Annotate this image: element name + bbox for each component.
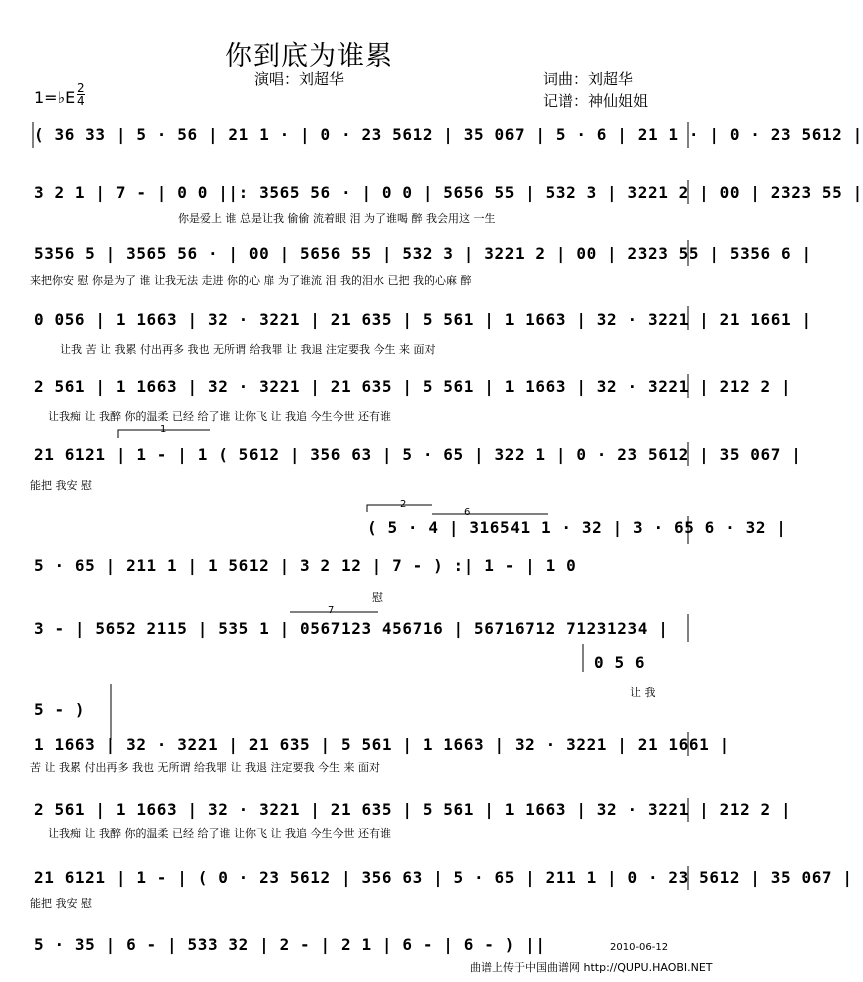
transcriber-credit: 记谱：神仙姐姐 — [543, 92, 649, 110]
lyric-line-4: 让我痴 让 我醉 你的温柔 已经 给了谁 让你飞 让 我追 今生今世 还有谁 — [48, 410, 391, 423]
tuplet-label-7: 7 — [328, 605, 335, 616]
music-line-8-lower: 0 5 6 — [594, 653, 646, 672]
music-line-7: 5 · 65 | 211 1 | 1 5612 | 3 2 12 | 7 - ) :| 1 - | 1 0 — [34, 556, 577, 575]
music-line-6: 21 6121 | 1 - | 1 ( 5612 | 356 63 | 5 · 65 | 322 1 | 0 · 23 5612 | 35 067 | — [34, 445, 802, 464]
music-line-3: 5356 5 | 3565 56 · | 00 | 5656 55 | 532 3 | 3221 2 | 00 | 2323 55 | 5356 6 | — [34, 244, 812, 263]
volta-label-2: 2 — [400, 499, 407, 510]
music-line-volta-2: ( 5 · 4 | 316541 1 · 32 | 3 · 65 6 · 32 | — [367, 518, 787, 537]
music-line-10: 1 1663 | 32 · 3221 | 21 635 | 5 561 | 1 1663 | 32 · 3221 | 21 1661 | — [34, 735, 730, 754]
lyric-line-7: 让 我 — [630, 686, 656, 699]
key-signature: 1=♭E — [34, 88, 76, 107]
lyric-line-9: 让我痴 让 我醉 你的温柔 已经 给了谁 让你飞 让 我追 今生今世 还有谁 — [48, 827, 391, 840]
music-line-4: 0 056 | 1 1663 | 32 · 3221 | 21 635 | 5 561 | 1 1663 | 32 · 3221 | 21 1661 | — [34, 310, 812, 329]
time-denominator: 4 — [77, 94, 85, 108]
music-line-5: 2 561 | 1 1663 | 32 · 3221 | 21 635 | 5 561 | 1 1663 | 32 · 3221 | 212 2 | — [34, 377, 792, 396]
lyric-line-3: 让我 苦 让 我累 付出再多 我也 无所谓 给我罪 让 我退 注定要我 今生 来 面对 — [60, 343, 436, 356]
music-line-9: 5 - ) — [34, 700, 86, 719]
tuplet-label-6: 6 — [464, 507, 471, 518]
lyric-line-1: 你是爱上 谁 总是让我 偷偷 流着眼 泪 为了谁喝 醉 我会用这 一生 — [178, 212, 496, 225]
lyric-line-5: 能把 我安 慰 — [30, 479, 92, 492]
music-line-8: 3 - | 5652 2115 | 535 1 | 0567123 456716 | 56716712 71231234 | — [34, 619, 669, 638]
lyric-line-10: 能把 我安 慰 — [30, 897, 92, 910]
time-signature — [77, 82, 85, 107]
lyric-line-8: 苦 让 我累 付出再多 我也 无所谓 给我罪 让 我退 注定要我 今生 来 面对 — [30, 761, 380, 774]
music-line-12: 21 6121 | 1 - | ( 0 · 23 5612 | 356 63 | 5 · 65 | 211 1 | 0 · 23 5612 | 35 067 | — [34, 868, 853, 887]
time-numerator: 2 — [77, 81, 85, 95]
lyric-line-6: 慰 — [372, 591, 383, 604]
publish-date: 2010-06-12 — [610, 942, 669, 953]
music-line-11: 2 561 | 1 1663 | 32 · 3221 | 21 635 | 5 561 | 1 1663 | 32 · 3221 | 212 2 | — [34, 800, 792, 819]
volta-label-1: 1 — [160, 424, 167, 435]
music-line-1: ( 36 33 | 5 · 56 | 21 1 · | 0 · 23 5612 | 35 067 | 5 · 6 | 21 1 · | 0 · 23 5612 | — [34, 125, 863, 144]
lyric-line-2: 来把你安 慰 你是为了 谁 让我无法 走进 你的心 扉 为了谁流 泪 我的泪水 已把 我的心麻 醉 — [30, 274, 472, 287]
music-line-2: 3 2 1 | 7 - | 0 0 ||: 3565 56 · | 0 0 | 5656 55 | 532 3 | 3221 2 | 00 | 2323 55 | — [34, 183, 863, 202]
music-line-13: 5 · 35 | 6 - | 533 32 | 2 - | 2 1 | 6 - | 6 - ) || — [34, 935, 546, 954]
composer-credit: 词曲：刘超华 — [543, 70, 634, 88]
score-title: 你到底为谁累 — [225, 41, 393, 72]
source-watermark: 曲谱上传于中国曲谱网 http://QUPU.HAOBI.NET — [470, 961, 713, 974]
singer-credit: 演唱：刘超华 — [254, 70, 345, 88]
